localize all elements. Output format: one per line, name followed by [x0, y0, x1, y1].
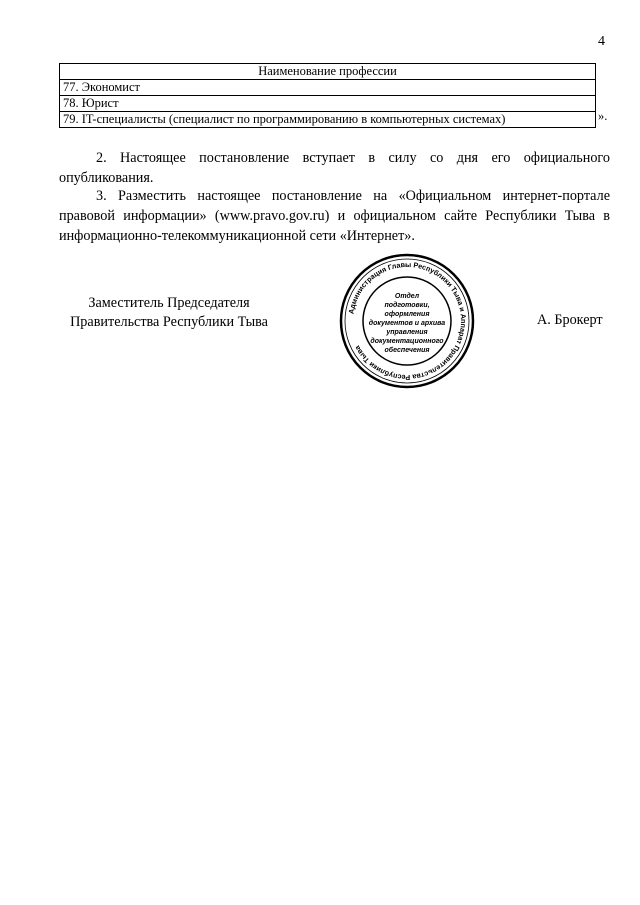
paragraph-2: 2. Настоящее постановление вступает в силу со дня его официального опубликования.: [59, 150, 610, 186]
official-seal: [338, 252, 476, 390]
signatory-title: [59, 294, 279, 332]
seal-center-text: [366, 292, 448, 355]
signatory-title-line-1: Заместитель Председателя: [88, 295, 250, 311]
seal-line: Отдел: [394, 293, 420, 300]
signatory-name: А. Брокерт: [537, 312, 603, 328]
seal-line: документационного: [370, 338, 444, 345]
table-row: 79. IT-специалисты (специалист по программированию в компьютерных системах): [60, 112, 596, 128]
professions-table: [59, 63, 596, 128]
paragraph-3: 3. Разместить настоящее постановление на «Официальном интернет-портале правовой информации» (www.pravo.gov.ru) и официальном сайте Республики Тыва в информационно-телекоммуникационной сети «Интернет».: [59, 188, 610, 244]
signatory-title-line-2: Правительства Республики Тыва: [70, 314, 268, 330]
seal-line: подготовки,: [384, 302, 430, 309]
closing-quote: ».: [598, 109, 608, 123]
table-row: 78. Юрист: [60, 96, 596, 112]
seal-line: обеспечения: [384, 347, 430, 354]
table-header: Наименование профессии: [60, 64, 596, 80]
seal-ring-text: Администрация Главы Республики Тыва и Аппарат Правительства Республики Тыва: [346, 259, 469, 383]
seal-line: оформления: [384, 311, 430, 318]
seal-line: документов и архива: [368, 320, 446, 327]
table-row: 77. Экономист: [60, 80, 596, 96]
seal-line: управления: [386, 329, 428, 336]
page-number: 4: [598, 34, 605, 49]
